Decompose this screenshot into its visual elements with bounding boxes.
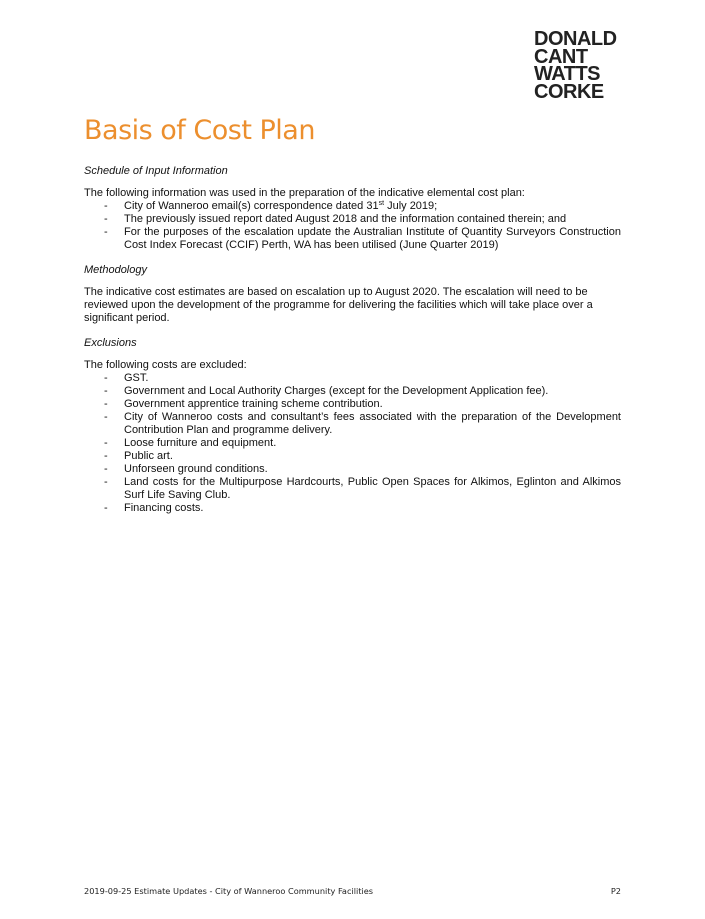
bullet-dash: -: [104, 411, 108, 423]
document-body: [84, 165, 621, 515]
bullet-dash: -: [104, 437, 108, 449]
logo-line: WATTS: [534, 63, 601, 85]
logo-line: CANT: [534, 45, 588, 68]
list-item: - Government and Local Authority Charges (except for the Development Application fee).: [104, 385, 549, 397]
list-item: - For the purposes of the escalation update the Australian Institute of Quantity Surveyors Construction Cost Index Forecast (CCIF) Perth, WA has been utilised (June Quarter 2019): [104, 226, 621, 251]
list-item: - Unforseen ground conditions.: [104, 463, 268, 475]
page-title: Basis of Cost Plan: [84, 115, 315, 146]
exclusions-list: [84, 372, 621, 515]
bullet-dash: -: [104, 385, 108, 397]
list-item: - City of Wanneroo costs and consultant’s fees associated with the preparation of the Development Contribution Plan and programme delivery.: [104, 411, 621, 436]
list-item: - Public art.: [104, 450, 173, 462]
bullet-dash: -: [104, 450, 108, 462]
bullet-dash: -: [104, 463, 108, 475]
list-item: - Government apprentice training scheme contribution.: [104, 398, 383, 410]
methodology-heading: Methodology: [84, 264, 147, 276]
bullet-dash: -: [104, 226, 108, 238]
list-item: - The previously issued report dated August 2018 and the information contained therein; and: [104, 213, 567, 225]
list-item: - Financing costs.: [104, 502, 204, 514]
exclusions-intro: The following costs are excluded:: [84, 359, 247, 371]
bullet-dash: -: [104, 200, 108, 212]
list-item: - Loose furniture and equipment.: [104, 437, 277, 449]
schedule-intro: The following information was used in the preparation of the indicative elemental cost plan:: [84, 187, 525, 199]
bullet-dash: -: [104, 502, 108, 514]
footer-page-number: P2: [610, 886, 621, 896]
list-item: - City of Wanneroo email(s) correspondence dated 31st July 2019;: [104, 200, 438, 212]
footer-document-title: 2019-09-25 Estimate Updates - City of Wanneroo Community Facilities: [84, 886, 374, 896]
logo-line: CORKE: [534, 80, 604, 103]
exclusions-heading: Exclusions: [84, 337, 137, 349]
bullet-dash: -: [104, 398, 108, 410]
bullet-dash: -: [104, 476, 108, 488]
bullet-dash: -: [104, 213, 108, 225]
company-logo: [534, 28, 617, 103]
schedule-list: [84, 200, 621, 252]
list-item: - GST.: [104, 372, 149, 384]
list-item: - Land costs for the Multipurpose Hardcourts, Public Open Spaces for Alkimos, Eglinton and Alkimos Surf Life Saving Club.: [104, 476, 621, 501]
logo-line: DONALD: [534, 28, 617, 50]
schedule-heading: Schedule of Input Information: [84, 165, 228, 177]
bullet-dash: -: [104, 372, 108, 384]
methodology-text: The indicative cost estimates are based on escalation up to August 2020. The escalation will need to be reviewed upon the development of the programme for delivering the facilities which will take place over a significant period.: [84, 286, 593, 324]
